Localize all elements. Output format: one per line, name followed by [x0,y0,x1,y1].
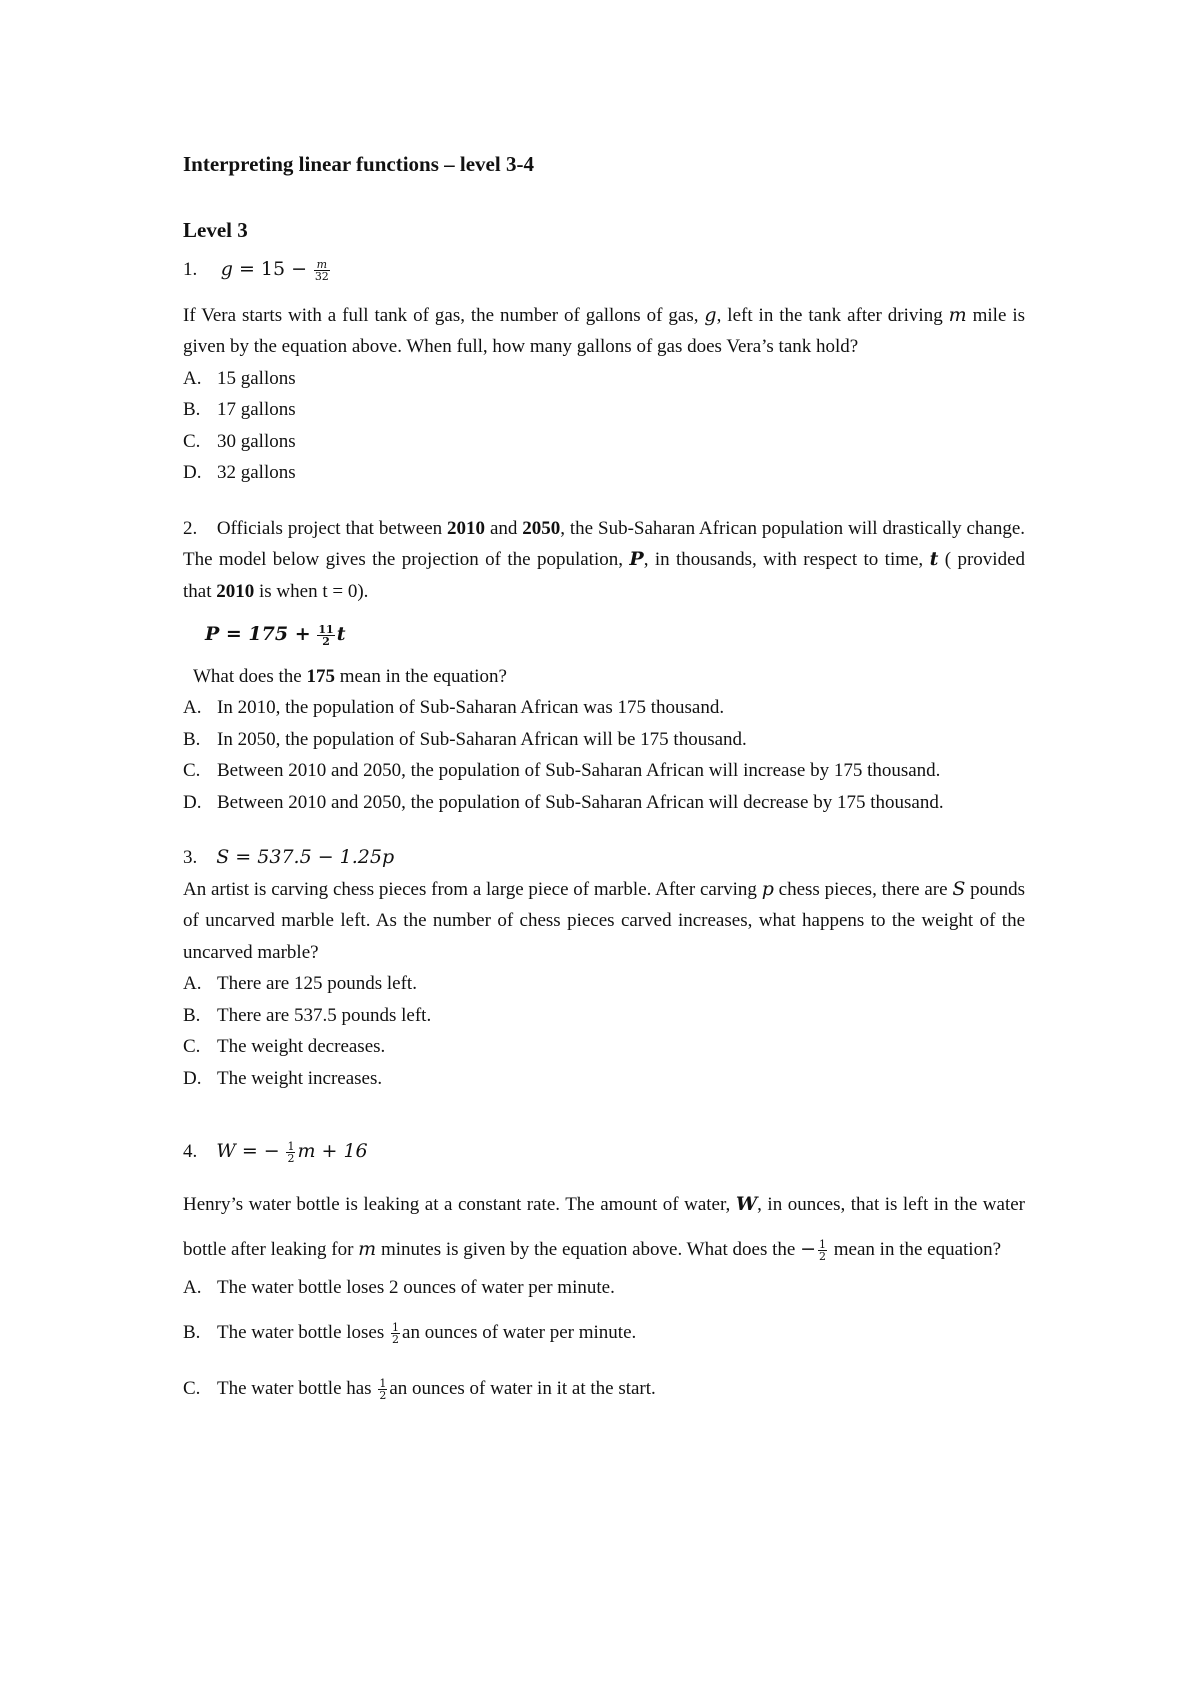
option-label: A. [183,697,202,718]
q4-c-fraction [378,1378,387,1401]
q2-question-2: mean in the equation? [339,665,507,687]
q1-text-1: If Vera starts with a full tank of gas, the number of gallons of gas, [183,304,699,326]
q1-frac-den: 32 [314,270,329,284]
q2-text-4: ( provided that [183,549,1026,602]
option-label: C. [183,1377,201,1399]
q4-c-num: 1 [379,1376,387,1390]
q4-var-w: W [735,1192,758,1215]
option-label: C. [183,1036,201,1057]
document-title: Interpreting linear functions – level 3-4 [183,152,534,176]
question-3 [183,842,1025,1094]
q2-frac-den: 2 [322,635,330,649]
q4-option-c [183,1373,1025,1405]
q4-b-pre: The water bottle loses [217,1322,385,1343]
q4-eq-fraction [286,1141,295,1164]
q2-year-3: 2010 [216,580,255,602]
q2-eq-left: P = 175 + [205,623,311,645]
q3-option-b [183,1000,1025,1032]
option-text: The weight increases. [217,1067,383,1089]
option-label: B. [183,1004,201,1026]
q3-text-1: An artist is carving chess pieces from a large piece of marble. After carving [183,878,757,900]
q1-text-2: , left in the tank after driving [716,304,943,326]
q2-var-t: t [929,548,939,570]
q2-option-c [183,755,1025,787]
option-label: A. [183,1276,202,1298]
q1-var-g: g [704,303,717,326]
q4-text-2: , in ounces, that is left in the water bottle after leaking for [183,1193,1025,1260]
q4-question-fraction [818,1239,827,1262]
q4-b-num: 1 [392,1321,400,1335]
q4-text-3: minutes is given by the equation above. What does the [380,1238,796,1260]
option-label: A. [183,367,202,389]
spacer [183,489,1025,513]
q2-text-1: Officials project that between [216,517,443,539]
option-text: 30 gallons [217,430,296,452]
q4-number: 4. [183,1141,198,1162]
q2-question-1: What does the [193,665,302,687]
option-label: B. [183,728,201,750]
q4-equation [183,1136,1025,1168]
question-2 [183,513,1025,819]
q3-text [183,874,1025,969]
q4-eq-left: W = − [216,1140,280,1162]
option-text: Between 2010 and 2050, the population of Sub-Saharan African will increase by 175 thousand. [217,760,941,781]
option-text: 32 gallons [217,462,296,483]
q3-option-c [183,1031,1025,1063]
level-heading: Level 3 [183,218,248,242]
q1-eq-mid: = 15 − [232,258,308,280]
q4-b-fraction [391,1322,400,1345]
q2-frac-num: 11 [318,623,334,637]
option-text: The weight decreases. [217,1036,386,1057]
q4-option-a [183,1272,1025,1304]
document-body [183,150,1025,1404]
q4-qfrac-num: 1 [819,1237,827,1251]
q4-minus: − [800,1237,817,1260]
question-4 [183,1136,1025,1404]
q1-eq-lhs: g [220,258,233,280]
q1-frac-num: m [314,259,330,271]
q2-text-2: , the Sub-Saharan African population will drastically change. The model below gives the projection of the population, [183,517,1026,570]
q4-frac-num: 1 [287,1140,295,1154]
q1-option-b [183,394,1025,426]
q3-option-a [183,968,1025,1000]
q4-var-m: m [358,1237,377,1260]
q3-eq: S = 537.5 − 1.25p [216,846,395,868]
option-label: B. [183,1322,201,1343]
q2-option-a [183,692,1025,724]
q4-c-den: 2 [379,1388,387,1402]
q3-option-d [183,1063,1025,1095]
q3-var-p: p [761,877,774,900]
question-1 [183,254,1025,489]
q4-c-post: an ounces of water in it at the start. [389,1377,656,1399]
option-text [217,1373,1025,1405]
q4-text [183,1182,1025,1272]
q4-text-1: Henry’s water bottle is leaking at a constant rate. The amount of water, [183,1193,731,1215]
q3-var-s: S [952,877,966,900]
q2-text-3: , in thousands, with respect to time, [643,549,924,570]
q2-text-6: t = 0). [322,580,369,602]
q2-eq-right: t [336,623,346,645]
option-label: B. [183,399,201,420]
q2-option-d [183,787,1025,819]
option-text: The water bottle loses 2 ounces of water per minute. [217,1276,615,1298]
q4-option-b [183,1317,1025,1349]
q4-c-pre: The water bottle has [217,1377,372,1399]
option-label: D. [183,1067,202,1089]
q2-question [183,661,1025,693]
q2-var-p: P [629,548,644,570]
q3-text-2: chess pieces, there are [778,878,948,900]
option-text: 15 gallons [217,367,296,389]
option-text: There are 125 pounds left. [217,973,417,994]
q2-equation [183,619,1025,651]
q3-equation [183,842,1025,874]
option-label: D. [183,462,202,483]
q4-eq-right: m + 16 [297,1140,368,1162]
q4-frac-den: 2 [287,1152,295,1166]
q3-text-3: pounds of uncarved marble left. As the number of chess pieces carved increases, what happens to the weight of the uncarved marble? [183,878,1026,963]
q2-year-1: 2010 [447,517,486,539]
q2-number: 2. [183,517,198,539]
option-text [217,1317,1025,1349]
q4-b-post: an ounces of water per minute. [402,1322,637,1343]
option-text: 17 gallons [217,399,296,420]
q4-qfrac-den: 2 [819,1249,827,1263]
q2-text [183,513,1025,608]
q2-year-2: 2050 [522,517,561,539]
q1-equation [183,254,1025,286]
option-label: C. [183,430,201,452]
q2-and: and [489,517,518,539]
q1-text-3: mile is given by the equation above. When full, how many gallons of gas does Vera’s tank hold? [183,304,1026,357]
q2-text-5: is when [259,580,318,602]
spacer [183,818,1025,842]
option-label: D. [183,791,202,813]
q4-text-4: mean in the equation? [833,1238,1002,1260]
q2-eq-fraction [317,624,334,647]
q2-option-b [183,724,1025,756]
q1-option-c [183,426,1025,458]
option-text: In 2050, the population of Sub-Saharan African will be 175 thousand. [217,728,747,750]
q3-number: 3. [183,847,198,868]
option-text: In 2010, the population of Sub-Saharan African was 175 thousand. [217,697,725,718]
q1-number: 1. [183,259,198,280]
option-text: There are 537.5 pounds left. [217,1004,432,1026]
q1-eq-fraction [314,259,330,282]
option-text: Between 2010 and 2050, the population of Sub-Saharan African will decrease by 175 thousand. [217,791,944,813]
option-label: C. [183,760,201,781]
q4-b-den: 2 [392,1333,400,1347]
spacer [183,1094,1025,1136]
q1-option-a [183,363,1025,395]
q1-text [183,300,1025,363]
q1-var-m: m [948,303,967,326]
option-label: A. [183,973,202,994]
q2-question-num: 175 [306,665,335,687]
q1-option-d [183,457,1025,489]
